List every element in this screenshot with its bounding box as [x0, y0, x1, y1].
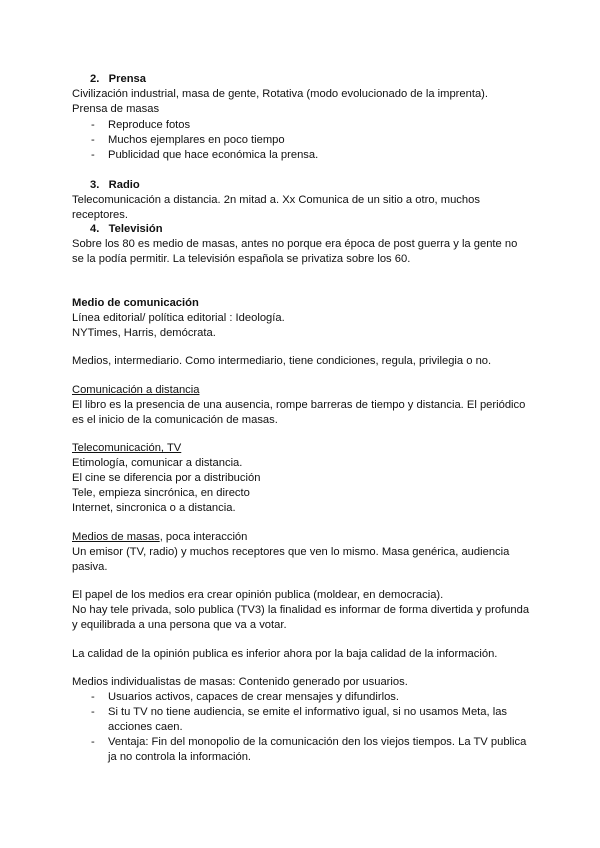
bullet-dash: - — [91, 706, 95, 718]
heading-prensa — [90, 72, 146, 86]
paragraph-line: Un emisor (TV, radio) y muchos receptores que ven lo mismo. Masa genérica, audiencia — [72, 546, 510, 558]
paragraph-line: El cine se diferencia por a distribución — [72, 472, 261, 484]
section-title: Comunicación a distancia — [72, 384, 200, 396]
paragraph-line: receptores. — [72, 209, 128, 221]
list-item: Reproduce fotos — [108, 119, 191, 131]
paragraph-line: se la podía permitir. La televisión española se privatiza sobre los 60. — [72, 253, 411, 265]
list-item: Si tu TV no tiene audiencia, se emite el informativo igual, si no usamos Meta, las — [108, 706, 508, 718]
heading-title: Prensa — [108, 73, 146, 85]
paragraph-line: y equilibrada a una persona que va a votar. — [72, 619, 287, 631]
paragraph-line: No hay tele privada, solo publica (TV3) la finalidad es informar de forma divertida y profunda — [72, 604, 530, 616]
heading-title: Radio — [108, 179, 140, 191]
heading-title: Televisión — [108, 223, 163, 235]
list-item-continuation: acciones caen. — [108, 721, 183, 733]
heading-number: 2. — [90, 73, 100, 85]
bullet-dash: - — [91, 736, 95, 748]
heading-number: 4. — [90, 223, 100, 235]
paragraph-line: Sobre los 80 es medio de masas, antes no porque era época de post guerra y la gente no — [72, 238, 518, 250]
bullet-dash: - — [91, 149, 95, 161]
paragraph-line: Telecomunicación a distancia. 2n mitad a. Xx Comunica de un sitio a otro, muchos — [72, 194, 480, 206]
paragraph-line: Internet, sincronica o a distancia. — [72, 502, 236, 514]
bullet-dash: - — [91, 119, 95, 131]
paragraph-line: Etimología, comunicar a distancia. — [72, 457, 243, 469]
bullet-dash: - — [91, 691, 95, 703]
section-title: Telecomunicación, TV — [72, 442, 182, 454]
section-title-underlined: Medios de masas — [72, 531, 160, 543]
paragraph-line: El libro es la presencia de una ausencia, rompe barreras de tiempo y distancia. El periódico — [72, 399, 526, 411]
list-item-continuation: ja no controla la información. — [108, 751, 252, 763]
paragraph-line: Medios, intermediario. Como intermediario, tiene condiciones, regula, privilegia o no. — [72, 355, 492, 367]
paragraph-line: pasiva. — [72, 561, 108, 573]
paragraph-line: Tele, empieza sincrónica, en directo — [72, 487, 250, 499]
heading-number: 3. — [90, 179, 100, 191]
section-title: Medio de comunicación — [72, 297, 199, 309]
list-item: Ventaja: Fin del monopolio de la comunicación den los viejos tiempos. La TV publica — [108, 736, 527, 748]
section-title-rest: , poca interacción — [159, 531, 248, 543]
paragraph-line: es el inicio de la comunicación de masas. — [72, 414, 278, 426]
paragraph-line: El papel de los medios era crear opinión publica (moldear, en democracia). — [72, 589, 444, 601]
paragraph-line: Prensa de masas — [72, 103, 160, 115]
paragraph-line: Civilización industrial, masa de gente, Rotativa (modo evolucionado de la imprenta). — [72, 88, 489, 100]
heading-television — [90, 222, 163, 236]
heading-radio — [90, 178, 140, 192]
paragraph-line: Medios individualistas de masas: Contenido generado por usuarios. — [72, 676, 408, 688]
paragraph-line: La calidad de la opinión publica es inferior ahora por la baja calidad de la información. — [72, 648, 498, 660]
list-item: Publicidad que hace económica la prensa. — [108, 149, 319, 161]
list-item: Usuarios activos, capaces de crear mensajes y difundirlos. — [108, 691, 400, 703]
section-title — [72, 530, 247, 544]
paragraph-line: Línea editorial/ política editorial : Ideología. — [72, 312, 285, 324]
list-item: Muchos ejemplares en poco tiempo — [108, 134, 285, 146]
bullet-dash: - — [91, 134, 95, 146]
paragraph-line: NYTimes, Harris, demócrata. — [72, 327, 216, 339]
